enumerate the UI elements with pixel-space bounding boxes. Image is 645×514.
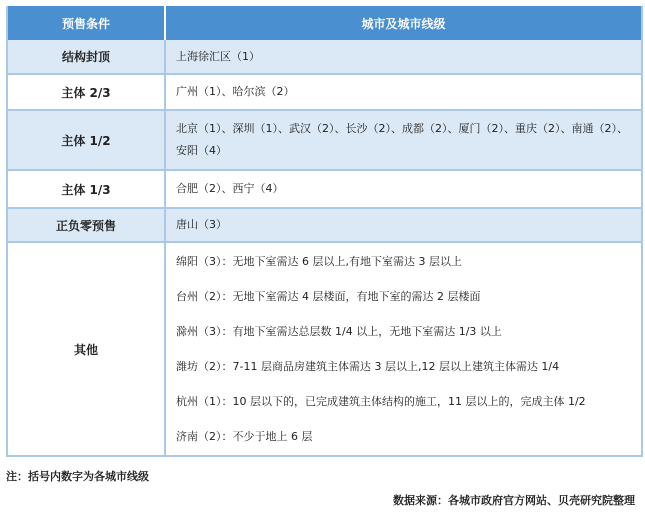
other-city-rule: 潍坊（2）：7-11 层商品房建筑主体需达 3 层以上,12 层以上建筑主体需达 1/4 [176,360,560,373]
other-city-rule: 台州（2）：无地下室需达 4 层楼面，有地下室的需达 2 层楼面 [176,290,481,303]
other-city-rule: 滁州（3）：有地下室需达总层数 1/4 以上，无地下室需达 1/3 以上 [176,325,502,338]
table-row [7,40,642,74]
other-city-rule: 济南（2）：不少于地上 6 层 [176,430,313,443]
data-source: 数据来源：各城市政府官方网站、贝壳研究院整理 [393,494,635,507]
other-city-rule: 绵阳（3）：无地下室需达 6 层以上,有地下室需达 3 层以上 [176,255,462,268]
cities-cell: 唐山（3） [165,208,642,242]
table-header-row [7,6,642,40]
presale-conditions-table [6,6,643,457]
cities-cell: 合肥（2）、西宁（4） [165,170,642,208]
condition-cell: 结构封顶 [7,40,165,74]
other-cities-cell [165,242,642,456]
header-cities: 城市及城市线级 [165,6,642,40]
other-city-rule: 杭州（1）：10 层以下的，已完成建筑主体结构的施工，11 层以上的，完成主体 1/2 [176,395,586,408]
footnote: 注：括号内数字为各城市线级 [6,470,149,483]
condition-cell: 主体 2/3 [7,74,165,110]
condition-cell: 其他 [7,242,165,456]
condition-cell: 主体 1/3 [7,170,165,208]
condition-cell: 主体 1/2 [7,110,165,170]
cities-cell: 北京（1）、深圳（1）、武汉（2）、长沙（2）、成都（2）、厦门（2）、重庆（2）、南通（2）、安阳（4） [165,110,642,170]
table-row [7,74,642,110]
header-condition: 预售条件 [7,6,165,40]
table-row [7,170,642,208]
cities-cell: 上海徐汇区（1） [165,40,642,74]
table-row [7,110,642,170]
condition-cell: 正负零预售 [7,208,165,242]
table-row [7,208,642,242]
cities-cell: 广州（1）、哈尔滨（2） [165,74,642,110]
table-row-other [7,242,642,456]
